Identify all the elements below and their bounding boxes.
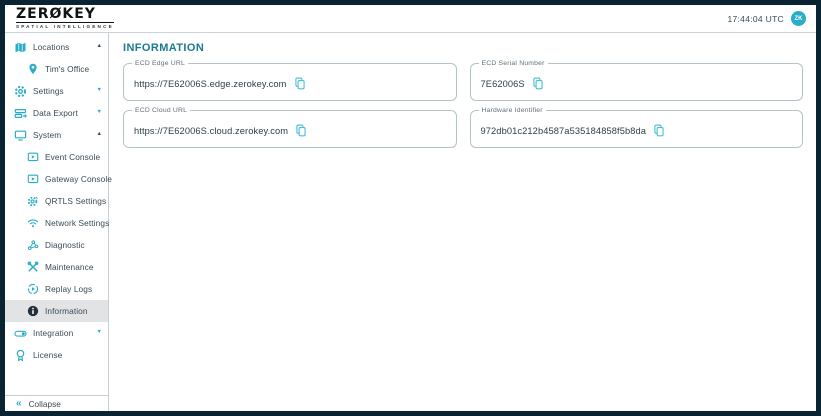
gear-signal-icon [26, 195, 39, 208]
chevron-down-icon[interactable]: ▼ [96, 87, 102, 94]
sidebar-item-label: Information [45, 306, 88, 316]
sidebar-item-settings[interactable] [5, 80, 108, 102]
sidebar-item-system[interactable] [5, 124, 108, 146]
map-icon [14, 41, 27, 54]
copy-icon[interactable] [654, 124, 664, 137]
console-icon [26, 173, 39, 186]
gear-icon [14, 85, 27, 98]
collapse-label: Collapse [28, 398, 61, 409]
field-label: ECD Edge URL [132, 60, 188, 67]
sidebar-item-label: Network Settings [45, 218, 110, 228]
sidebar-item-gateway-console[interactable] [5, 168, 112, 190]
field-ecd-edge-url [123, 59, 457, 101]
sidebar-item-network-settings[interactable] [5, 212, 108, 234]
license-badge-icon [14, 349, 27, 362]
chevron-up-icon[interactable]: ▲ [96, 131, 102, 138]
field-ecd-serial-number [470, 59, 804, 101]
sidebar-item-label: QRTLS Settings [45, 196, 107, 206]
sidebar-item-label: License [33, 350, 63, 360]
sidebar-item-label: System [33, 130, 62, 140]
export-icon [14, 107, 27, 120]
sidebar-item-label: Data Export [33, 108, 78, 118]
sidebar-item-license[interactable] [5, 344, 108, 366]
page-title: INFORMATION [123, 42, 205, 54]
header-right [727, 11, 806, 26]
zerokey-logo [16, 7, 114, 29]
top-header [5, 5, 816, 33]
chevron-up-icon[interactable]: ▲ [96, 43, 102, 50]
sidebar-item-maintenance[interactable] [5, 256, 108, 278]
logo-tagline: SPATIAL INTELLIGENCE [16, 23, 114, 29]
copy-icon[interactable] [296, 124, 306, 137]
info-fields-grid [123, 59, 803, 148]
sidebar-item-event-console[interactable] [5, 146, 108, 168]
sidebar-item-information[interactable] [5, 300, 108, 322]
sidebar-item-integration[interactable] [5, 322, 108, 344]
field-hardware-identifier [470, 106, 804, 148]
copy-icon[interactable] [295, 77, 305, 90]
replay-icon [26, 283, 39, 296]
user-avatar[interactable]: ZK [791, 11, 806, 26]
info-icon [26, 305, 39, 318]
utc-clock: 17:44:04 UTC [727, 13, 784, 24]
sidebar-item-diagnostic[interactable] [5, 234, 108, 256]
sidebar-collapse-button[interactable] [5, 395, 108, 411]
sidebar-item-label: Maintenance [45, 262, 94, 272]
sidebar-item-label: Event Console [45, 152, 101, 162]
field-ecd-cloud-url [123, 106, 457, 148]
field-value: 972db01c212b4587a535184858f5b8da [480, 125, 647, 136]
sidebar-item-label: Settings [33, 86, 64, 96]
sidebar-item-locations[interactable] [5, 36, 108, 58]
sidebar-nav [5, 33, 112, 411]
nodes-icon [26, 239, 39, 252]
console-icon [26, 151, 39, 164]
sidebar-item-label: Integration [33, 328, 74, 338]
sidebar-item-label: Replay Logs [45, 284, 93, 294]
field-value: 7E62006S [480, 78, 525, 89]
copy-icon[interactable] [533, 77, 543, 90]
wifi-icon [26, 217, 39, 230]
field-label: ECD Cloud URL [132, 107, 190, 114]
sidebar-item-qrtls-settings[interactable] [5, 190, 108, 212]
sidebar-spacer [5, 366, 108, 395]
sidebar-item-label: Tim's Office [45, 64, 90, 74]
logo-wordmark: ZERØKEY [16, 7, 114, 23]
chevron-down-icon[interactable]: ▼ [96, 329, 102, 336]
sidebar-item-replay-logs[interactable] [5, 278, 108, 300]
sidebar-item-label: Gateway Console [45, 174, 112, 184]
field-value: https://7E62006S.cloud.zerokey.com [134, 125, 289, 136]
field-label: Hardware Identifier [479, 107, 546, 114]
sidebar-item-label: Locations [33, 42, 70, 52]
field-label: ECD Serial Number [479, 60, 548, 67]
monitor-icon [14, 129, 27, 142]
tools-icon [26, 261, 39, 274]
chevron-down-icon[interactable]: ▼ [96, 109, 102, 116]
field-value: https://7E62006S.edge.zerokey.com [134, 78, 287, 89]
sidebar-item-tims-office[interactable] [5, 58, 108, 80]
double-chevron-left-icon: « [16, 397, 22, 409]
integration-icon [14, 327, 27, 340]
sidebar-item-label: Diagnostic [45, 240, 85, 250]
main-content [109, 33, 816, 411]
sidebar-item-data-export[interactable] [5, 102, 108, 124]
location-pin-icon [26, 63, 39, 76]
